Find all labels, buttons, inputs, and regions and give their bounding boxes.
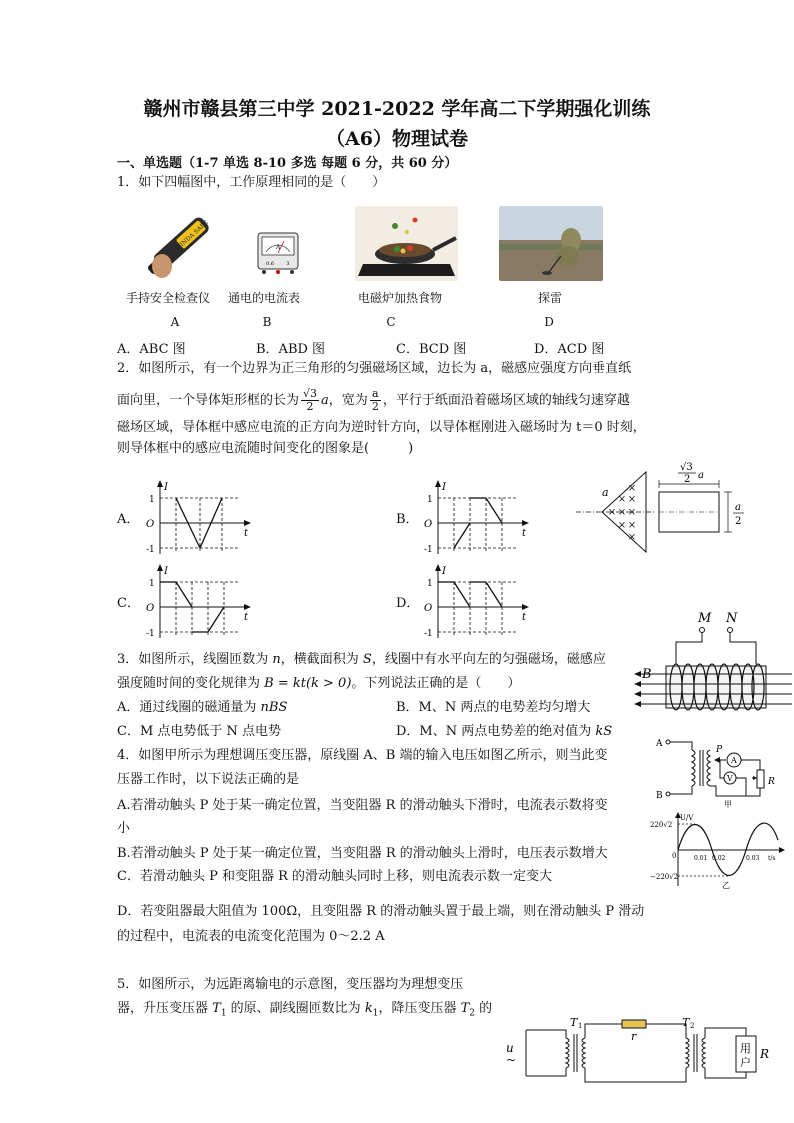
q2-graph-a [140,478,255,556]
q1-caption-d: 探雷 [537,291,562,305]
svg-text:t: t [244,528,249,539]
svg-text:B: B [656,791,663,801]
handheld-detector-image [140,206,224,282]
svg-text:I: I [442,566,446,577]
svg-text:−220√2: −220√2 [650,873,679,881]
svg-text:t: t [522,612,527,623]
svg-text:0.6: 0.6 [266,261,274,267]
frac-sqrt3-over-2: $\frac{√3}{2}$ [303,387,318,413]
svg-text:√3: √3 [680,462,693,473]
q2-option-d-label[interactable]: D． [396,596,420,611]
paper-title-line1: 赣州市赣县第三中学 2021-2022 学年高二下学期强化训练 [143,98,651,120]
q1-caption-b: 通电的电流表 [228,291,301,305]
induction-cooker-image [355,206,458,281]
svg-text:户: 户 [740,1056,751,1069]
svg-text:1: 1 [149,495,155,505]
q2-line4: 则导体框中的感应电流随时间变化的图象是( ) [117,441,414,456]
q3-option-d[interactable]: D．M、N 两点电势差的绝对值为 kS [396,724,613,739]
svg-text:T: T [570,1016,578,1029]
svg-text:×: × [617,494,627,505]
svg-text:O: O [146,519,155,530]
svg-text:1: 1 [427,579,433,589]
q3-line2: 强度随时间的变化规律为 B = kt(k > 0)。下列说法正确的是（ ） [117,676,521,691]
svg-text:220√2: 220√2 [650,821,673,829]
q2-line1: 2．如图所示，有一个边界为正三角形的匀强磁场区域，边长为 a，磁感应强度方向垂直纸 [117,361,632,376]
q2-option-a-label[interactable]: A． [117,512,140,527]
svg-text:O: O [424,603,433,614]
svg-text:0.02: 0.02 [712,855,726,862]
svg-text:t/s: t/s [768,855,776,862]
svg-text:1: 1 [578,1022,583,1030]
q2-graph-b [418,478,533,556]
q3-line1: 3．如图所示，线圈匝数为 n，横截面积为 S，线圈中有水平向左的匀强磁场，磁感应 [117,652,606,667]
q1-option-a[interactable]: A．ABC 图 [117,342,186,357]
svg-text:3: 3 [286,261,290,267]
svg-text:用: 用 [740,1042,751,1055]
svg-text:I: I [164,566,168,577]
svg-text:I: I [164,482,168,493]
frac-a-over-2: $\frac{a}{2}$ [371,387,379,413]
svg-text:r: r [631,1030,637,1043]
svg-text:2: 2 [684,474,691,485]
svg-text:MINDA SAFE: MINDA SAFE [174,219,210,253]
q2-graph-c [140,562,255,640]
svg-text:×: × [617,507,627,518]
q1-option-c[interactable]: C．BCD 图 [396,342,467,357]
q1-option-d[interactable]: D．ACD 图 [534,342,605,357]
q4-line2: 压器工作时，以下说法正确的是 [117,772,300,787]
svg-text:I: I [442,482,446,493]
svg-text:-1: -1 [424,629,433,639]
mine-detection-image [499,206,603,281]
q3-option-a[interactable]: A．通过线圈的磁通量为 nBS [117,700,288,715]
svg-text:×: × [617,520,627,531]
svg-text:×: × [627,507,637,518]
q4-line1: 4．如图甲所示为理想调压变压器，原线圈 A、B 端的输入电压如图乙所示，则当此变 [117,748,608,763]
paper-title-line2: （A6）物理试卷 [326,128,468,150]
ammeter-image [256,227,300,275]
svg-text:R: R [768,777,775,787]
svg-text:A: A [275,244,281,251]
q2-graph-d [418,562,533,640]
q1-letter-a: A [170,315,180,329]
svg-text:U/V: U/V [680,814,694,822]
svg-text:乙: 乙 [722,881,730,890]
svg-text:u: u [506,1041,514,1055]
q3-option-c[interactable]: C．M 点电势低于 N 点电势 [117,724,282,739]
q4-option-c[interactable]: C．若滑动触头 P 和变阻器 R 的滑动触头同时上移，则电流表示数一定变大 [117,869,553,884]
svg-text:T: T [682,1016,690,1029]
q1-letter-b: B [262,315,272,329]
svg-text:R: R [760,1047,770,1061]
svg-text:1: 1 [427,495,433,505]
q1-letter-c: C [386,315,396,329]
q3-coil-figure [630,606,794,716]
q4-voltage-graph [650,810,790,890]
q1-option-b[interactable]: B．ABD 图 [256,342,326,357]
q4-transformer-figure [656,736,780,808]
q4-option-a-line1[interactable]: A.若滑动触头 P 处于某一确定位置，当变阻器 R 的滑动触头下滑时，电流表示数将变 [117,798,608,813]
q4-option-b[interactable]: B.若滑动触头 P 处于某一确定位置，当变阻器 R 的滑动触头上滑时，电压表示数增大 [117,846,608,861]
svg-text:2: 2 [690,1022,695,1030]
svg-text:0.03: 0.03 [746,855,760,862]
svg-text:t: t [244,612,249,623]
q5-transmission-figure [500,1016,780,1088]
q5-line1: 5．如图所示，为远距离输电的示意图，变压器均为理想变压 [117,977,464,992]
q2-field-figure [572,456,752,556]
q1-caption-c: 电磁炉加热食物 [357,291,442,305]
svg-text:P: P [716,745,723,755]
q2-line3: 磁场区域，导体框中感应电流的正方向为逆时针方向，以导体框刚进入磁场时为 t＝0 时刻， [117,420,646,435]
svg-text:×: × [627,520,637,531]
q2-line2: 面向里，一个导体矩形框的长为 $\frac{√3}{2}$ a，宽为 $\frac{a}{2}$ ，平行于纸面沿着磁场区域的轴线匀速穿越 [117,387,630,413]
svg-text:0: 0 [672,852,677,860]
svg-text:2: 2 [735,516,742,527]
q5-line2: 器，升压变压器 $T_1$ 的原、副线圈匝数比为 $k_1$，降压变压器 $T_2$ 的 [117,1001,493,1019]
q4-option-d-line2: 的过程中，电流表的电流变化范围为 0～2.2 A [117,929,385,944]
svg-text:V: V [727,774,733,783]
q1-letter-d: D [544,315,554,329]
svg-text:M: M [698,611,712,626]
svg-text:0.01: 0.01 [694,855,708,862]
svg-text:N: N [726,611,738,626]
q3-option-b[interactable]: B．M、N 两点的电势差均匀增大 [396,700,591,715]
svg-text:a: a [602,486,609,499]
section-heading: 一、单选题（1-7 单选 8-10 多选 每题 6 分，共 60 分） [117,156,458,171]
svg-text:A: A [731,756,737,765]
q2-option-c-label[interactable]: C． [117,596,140,611]
svg-text:甲: 甲 [724,800,732,808]
svg-text:a: a [698,470,704,481]
svg-text:×: × [627,494,637,505]
svg-text:-1: -1 [424,545,433,555]
svg-text:A: A [656,739,663,749]
q4-option-a-line2: 小 [117,821,131,836]
q1-stem: 1．如下四幅图中，工作原理相同的是（ ） [117,175,386,190]
q1-caption-a: 手持安全检查仪 [125,291,210,305]
svg-text:a: a [735,502,741,513]
q2-option-b-label[interactable]: B． [396,512,419,527]
svg-text:×: × [627,483,637,494]
svg-text:-1: -1 [146,629,155,639]
svg-text:×: × [607,507,617,518]
svg-text:B: B [642,667,652,682]
svg-text:-1: -1 [146,545,155,555]
svg-text:O: O [146,603,155,614]
q4-option-d-line1[interactable]: D．若变阻器最大阻值为 100Ω，且变阻器 R 的滑动触头置于最上端，则在滑动触头 P 滑动 [117,904,645,919]
svg-text:1: 1 [149,579,155,589]
svg-text:O: O [424,519,433,530]
svg-text:~: ~ [506,1053,517,1067]
svg-text:×: × [627,532,637,543]
svg-text:t: t [522,528,527,539]
